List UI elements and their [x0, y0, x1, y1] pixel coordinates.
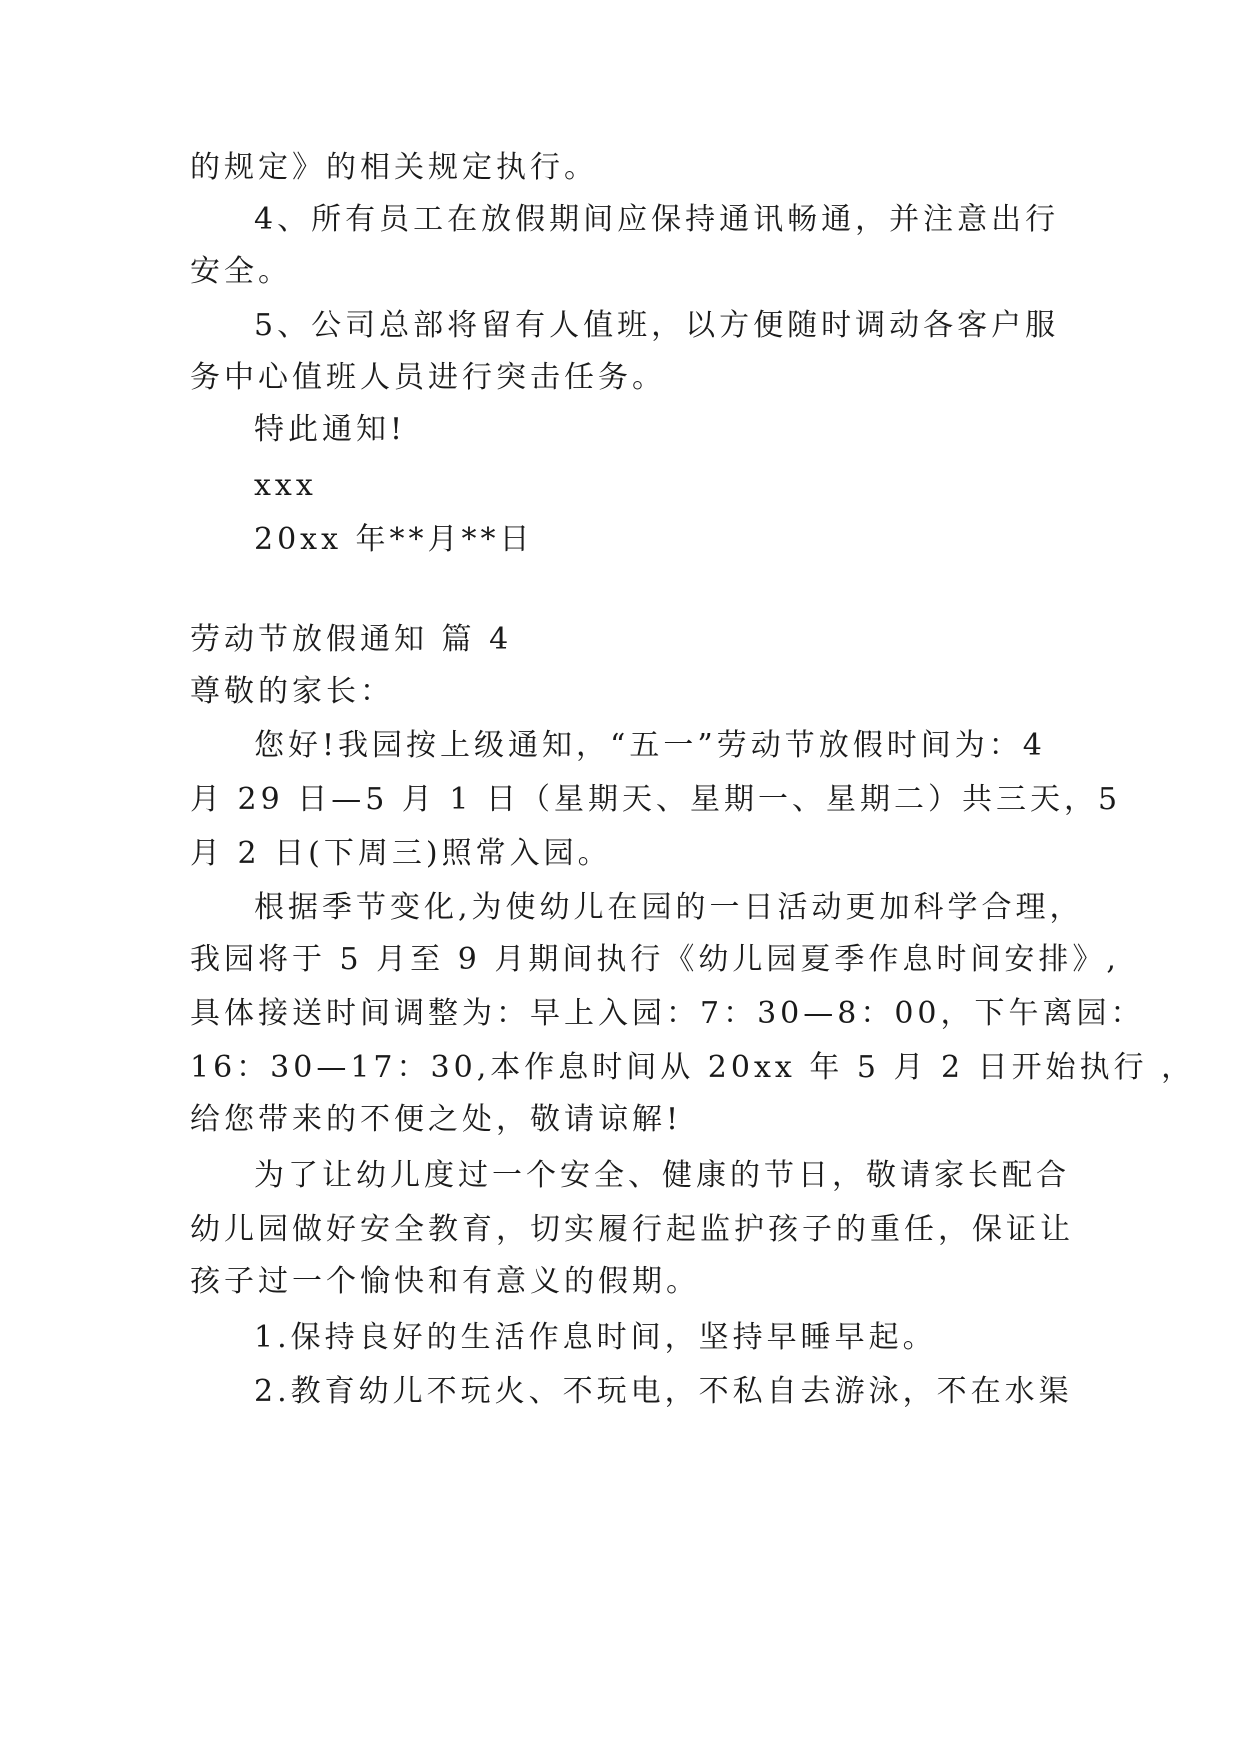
text-line: 具体接送时间调整为：早上入园：7：30—8：00，下午离园： [190, 996, 1145, 1031]
text-line: 安全。 [190, 254, 292, 289]
text-line: 您好!我园按上级通知，“五一”劳动节放假时间为：4 [254, 728, 1046, 763]
text-line: 4、所有员工在放假期间应保持通讯畅通，并注意出行 [254, 202, 1060, 237]
text-line: 幼儿园做好安全教育，切实履行起监护孩子的重任，保证让 [190, 1212, 1074, 1247]
text-line: 16：30—17：30,本作息时间从 20xx 年 5 月 2 日开始执行 ， [190, 1050, 1196, 1085]
text-line: 月 29 日—5 月 1 日（星期天、星期一、星期二）共三天，5 [190, 782, 1122, 817]
date-line: 20xx 年**月**日 [254, 522, 534, 557]
list-item: 2.教育幼儿不玩火、不玩电，不私自去游泳，不在水渠 [254, 1374, 1073, 1409]
text-line: 我园将于 5 月至 9 月期间执行《幼儿园夏季作息时间安排》, [190, 942, 1120, 977]
text-line: 月 2 日(下周三)照常入园。 [190, 836, 612, 871]
text-line: 务中心值班人员进行突击任务。 [190, 360, 666, 395]
list-item: 1.保持良好的生活作息时间，坚持早睡早起。 [254, 1320, 937, 1355]
text-line: 5、公司总部将留有人值班，以方便随时调动各客户服 [254, 308, 1060, 343]
text-line: 给您带来的不便之处，敬请谅解! [190, 1102, 683, 1137]
salutation: 尊敬的家长： [190, 674, 394, 709]
text-line: 为了让幼儿度过一个安全、健康的节日，敬请家长配合 [254, 1158, 1070, 1193]
text-line: 的规定》的相关规定执行。 [190, 150, 598, 185]
text-line: 孩子过一个愉快和有意义的假期。 [190, 1264, 700, 1299]
signature: xxx [254, 468, 317, 503]
section-heading: 劳动节放假通知 篇 4 [190, 622, 513, 657]
closing-text: 特此通知! [254, 412, 407, 447]
text-line: 根据季节变化,为使幼儿在园的一日活动更加科学合理， [254, 890, 1084, 925]
